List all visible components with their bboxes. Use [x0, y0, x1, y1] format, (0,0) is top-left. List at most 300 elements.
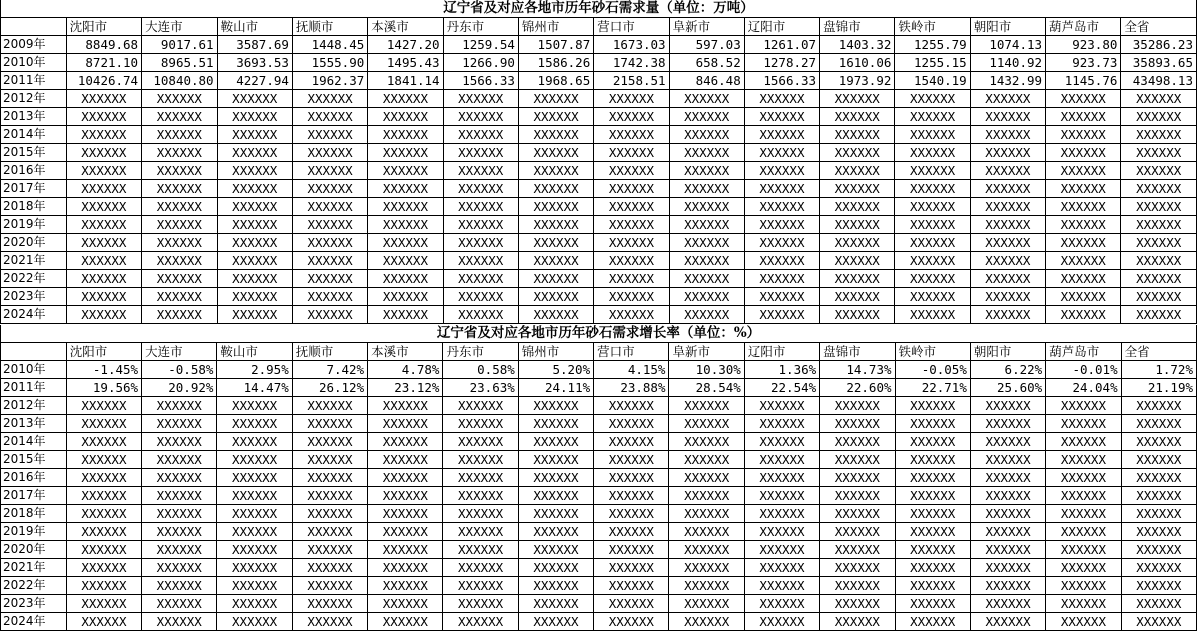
- data-cell[interactable]: 1259.54: [443, 36, 518, 54]
- data-cell[interactable]: XXXXXX: [443, 577, 518, 595]
- data-cell[interactable]: XXXXXX: [292, 216, 367, 234]
- data-cell[interactable]: 4.78%: [368, 361, 443, 379]
- data-cell[interactable]: XXXXXX: [1121, 415, 1196, 433]
- data-cell[interactable]: 0.58%: [443, 361, 518, 379]
- data-cell[interactable]: 1610.06: [820, 54, 895, 72]
- data-cell[interactable]: 1673.03: [594, 36, 669, 54]
- data-cell[interactable]: XXXXXX: [594, 216, 669, 234]
- corner-cell[interactable]: [1, 18, 67, 36]
- data-cell[interactable]: 22.54%: [744, 379, 819, 397]
- data-cell[interactable]: XXXXXX: [820, 613, 895, 631]
- data-cell[interactable]: XXXXXX: [820, 487, 895, 505]
- data-cell[interactable]: XXXXXX: [217, 90, 292, 108]
- data-cell[interactable]: XXXXXX: [518, 469, 593, 487]
- data-cell[interactable]: XXXXXX: [66, 613, 141, 631]
- data-cell[interactable]: 1586.26: [518, 54, 593, 72]
- data-cell[interactable]: XXXXXX: [66, 595, 141, 613]
- data-cell[interactable]: XXXXXX: [518, 505, 593, 523]
- data-cell[interactable]: XXXXXX: [142, 270, 218, 288]
- data-cell[interactable]: XXXXXX: [292, 505, 367, 523]
- column-header[interactable]: 本溪市: [368, 343, 443, 361]
- data-cell[interactable]: 25.60%: [970, 379, 1045, 397]
- data-cell[interactable]: XXXXXX: [820, 234, 895, 252]
- data-cell[interactable]: XXXXXX: [142, 433, 217, 451]
- column-header[interactable]: 朝阳市: [970, 18, 1045, 36]
- data-cell[interactable]: XXXXXX: [895, 270, 970, 288]
- data-cell[interactable]: XXXXXX: [594, 252, 669, 270]
- data-cell[interactable]: XXXXXX: [895, 306, 970, 324]
- data-cell[interactable]: XXXXXX: [1046, 306, 1121, 324]
- data-cell[interactable]: XXXXXX: [443, 252, 518, 270]
- data-cell[interactable]: XXXXXX: [594, 306, 669, 324]
- data-cell[interactable]: XXXXXX: [820, 306, 895, 324]
- data-cell[interactable]: 1495.43: [368, 54, 443, 72]
- data-cell[interactable]: XXXXXX: [217, 198, 292, 216]
- year-cell[interactable]: 2015年: [1, 144, 67, 162]
- data-cell[interactable]: XXXXXX: [142, 577, 217, 595]
- data-cell[interactable]: XXXXXX: [1121, 252, 1197, 270]
- data-cell[interactable]: XXXXXX: [1046, 415, 1121, 433]
- year-cell[interactable]: 2017年: [1, 487, 67, 505]
- data-cell[interactable]: XXXXXX: [518, 613, 593, 631]
- data-cell[interactable]: XXXXXX: [217, 216, 292, 234]
- data-cell[interactable]: XXXXXX: [518, 90, 593, 108]
- data-cell[interactable]: 20.92%: [142, 379, 217, 397]
- data-cell[interactable]: XXXXXX: [1046, 487, 1121, 505]
- data-cell[interactable]: XXXXXX: [368, 487, 443, 505]
- data-cell[interactable]: XXXXXX: [744, 252, 819, 270]
- data-cell[interactable]: XXXXXX: [66, 108, 142, 126]
- data-cell[interactable]: XXXXXX: [895, 613, 970, 631]
- data-cell[interactable]: XXXXXX: [217, 234, 292, 252]
- data-cell[interactable]: XXXXXX: [744, 613, 819, 631]
- data-cell[interactable]: XXXXXX: [292, 162, 367, 180]
- data-cell[interactable]: XXXXXX: [217, 469, 292, 487]
- data-cell[interactable]: XXXXXX: [669, 144, 744, 162]
- data-cell[interactable]: XXXXXX: [1046, 162, 1121, 180]
- year-cell[interactable]: 2023年: [1, 288, 67, 306]
- data-cell[interactable]: XXXXXX: [443, 90, 518, 108]
- data-cell[interactable]: XXXXXX: [1046, 234, 1121, 252]
- data-cell[interactable]: XXXXXX: [66, 144, 142, 162]
- data-cell[interactable]: XXXXXX: [1121, 433, 1196, 451]
- data-cell[interactable]: XXXXXX: [744, 523, 819, 541]
- data-cell[interactable]: XXXXXX: [820, 90, 895, 108]
- data-cell[interactable]: XXXXXX: [1121, 90, 1197, 108]
- data-cell[interactable]: XXXXXX: [594, 90, 669, 108]
- data-cell[interactable]: XXXXXX: [820, 180, 895, 198]
- data-cell[interactable]: XXXXXX: [1121, 487, 1196, 505]
- year-cell[interactable]: 2024年: [1, 613, 67, 631]
- column-header[interactable]: 阜新市: [669, 18, 744, 36]
- data-cell[interactable]: XXXXXX: [368, 90, 443, 108]
- data-cell[interactable]: 846.48: [669, 72, 744, 90]
- data-cell[interactable]: XXXXXX: [970, 523, 1045, 541]
- data-cell[interactable]: XXXXXX: [368, 108, 443, 126]
- data-cell[interactable]: 1973.92: [820, 72, 895, 90]
- data-cell[interactable]: XXXXXX: [669, 559, 744, 577]
- data-cell[interactable]: XXXXXX: [669, 90, 744, 108]
- data-cell[interactable]: XXXXXX: [292, 451, 367, 469]
- data-cell[interactable]: XXXXXX: [594, 180, 669, 198]
- data-cell[interactable]: XXXXXX: [1046, 126, 1121, 144]
- table-title[interactable]: 辽宁省及对应各地市历年砂石需求增长率（单位：%）: [1, 325, 1197, 343]
- data-cell[interactable]: XXXXXX: [1046, 90, 1121, 108]
- data-cell[interactable]: 1968.65: [518, 72, 593, 90]
- data-cell[interactable]: XXXXXX: [669, 505, 744, 523]
- data-cell[interactable]: XXXXXX: [744, 433, 819, 451]
- data-cell[interactable]: XXXXXX: [217, 126, 292, 144]
- data-cell[interactable]: XXXXXX: [368, 577, 443, 595]
- data-cell[interactable]: XXXXXX: [142, 198, 218, 216]
- data-cell[interactable]: XXXXXX: [66, 306, 142, 324]
- data-cell[interactable]: XXXXXX: [1121, 505, 1196, 523]
- data-cell[interactable]: XXXXXX: [1046, 613, 1121, 631]
- column-header[interactable]: 铁岭市: [895, 343, 970, 361]
- data-cell[interactable]: XXXXXX: [443, 216, 518, 234]
- data-cell[interactable]: XXXXXX: [744, 162, 819, 180]
- data-cell[interactable]: 1432.99: [970, 72, 1045, 90]
- data-cell[interactable]: XXXXXX: [970, 108, 1045, 126]
- data-cell[interactable]: XXXXXX: [820, 523, 895, 541]
- data-cell[interactable]: XXXXXX: [1121, 541, 1196, 559]
- data-cell[interactable]: 24.04%: [1046, 379, 1121, 397]
- data-cell[interactable]: XXXXXX: [292, 397, 367, 415]
- data-cell[interactable]: XXXXXX: [518, 162, 593, 180]
- column-header[interactable]: 锦州市: [518, 18, 593, 36]
- data-cell[interactable]: XXXXXX: [292, 198, 367, 216]
- data-cell[interactable]: XXXXXX: [820, 541, 895, 559]
- column-header[interactable]: 本溪市: [368, 18, 443, 36]
- data-cell[interactable]: XXXXXX: [669, 180, 744, 198]
- data-cell[interactable]: XXXXXX: [368, 270, 443, 288]
- data-cell[interactable]: XXXXXX: [217, 595, 292, 613]
- data-cell[interactable]: 14.47%: [217, 379, 292, 397]
- data-cell[interactable]: XXXXXX: [1046, 577, 1121, 595]
- data-cell[interactable]: 1255.15: [895, 54, 970, 72]
- data-cell[interactable]: XXXXXX: [518, 415, 593, 433]
- data-cell[interactable]: XXXXXX: [895, 252, 970, 270]
- data-cell[interactable]: XXXXXX: [443, 595, 518, 613]
- data-cell[interactable]: XXXXXX: [669, 469, 744, 487]
- data-cell[interactable]: XXXXXX: [895, 90, 970, 108]
- data-cell[interactable]: 1566.33: [443, 72, 518, 90]
- data-cell[interactable]: 7.42%: [292, 361, 367, 379]
- data-cell[interactable]: XXXXXX: [443, 198, 518, 216]
- data-cell[interactable]: XXXXXX: [66, 469, 141, 487]
- data-cell[interactable]: XXXXXX: [368, 469, 443, 487]
- data-cell[interactable]: 1540.19: [895, 72, 970, 90]
- data-cell[interactable]: 10840.80: [142, 72, 218, 90]
- data-cell[interactable]: XXXXXX: [669, 252, 744, 270]
- data-cell[interactable]: XXXXXX: [142, 252, 218, 270]
- data-cell[interactable]: XXXXXX: [518, 559, 593, 577]
- data-cell[interactable]: XXXXXX: [142, 505, 217, 523]
- data-cell[interactable]: XXXXXX: [217, 252, 292, 270]
- data-cell[interactable]: XXXXXX: [66, 90, 142, 108]
- data-cell[interactable]: XXXXXX: [594, 487, 669, 505]
- data-cell[interactable]: 3587.69: [217, 36, 292, 54]
- data-cell[interactable]: XXXXXX: [142, 415, 217, 433]
- data-cell[interactable]: 1.72%: [1121, 361, 1196, 379]
- data-cell[interactable]: XXXXXX: [217, 487, 292, 505]
- data-cell[interactable]: 658.52: [669, 54, 744, 72]
- data-cell[interactable]: 9017.61: [142, 36, 218, 54]
- data-cell[interactable]: XXXXXX: [518, 180, 593, 198]
- data-cell[interactable]: XXXXXX: [217, 180, 292, 198]
- data-cell[interactable]: XXXXXX: [744, 397, 819, 415]
- data-cell[interactable]: XXXXXX: [594, 595, 669, 613]
- data-cell[interactable]: XXXXXX: [368, 180, 443, 198]
- data-cell[interactable]: 22.60%: [820, 379, 895, 397]
- data-cell[interactable]: XXXXXX: [594, 234, 669, 252]
- data-cell[interactable]: XXXXXX: [895, 126, 970, 144]
- column-header[interactable]: 盘锦市: [820, 18, 895, 36]
- data-cell[interactable]: XXXXXX: [970, 234, 1045, 252]
- column-header[interactable]: 大连市: [142, 18, 218, 36]
- data-cell[interactable]: 35286.23: [1121, 36, 1197, 54]
- data-cell[interactable]: XXXXXX: [518, 270, 593, 288]
- data-cell[interactable]: XXXXXX: [895, 415, 970, 433]
- data-cell[interactable]: XXXXXX: [669, 595, 744, 613]
- data-cell[interactable]: XXXXXX: [368, 433, 443, 451]
- data-cell[interactable]: XXXXXX: [66, 415, 141, 433]
- data-cell[interactable]: XXXXXX: [669, 108, 744, 126]
- table-title[interactable]: 辽宁省及对应各地市历年砂石需求量（单位：万吨）: [1, 0, 1197, 18]
- year-cell[interactable]: 2019年: [1, 523, 67, 541]
- data-cell[interactable]: XXXXXX: [1046, 108, 1121, 126]
- data-cell[interactable]: XXXXXX: [443, 180, 518, 198]
- data-cell[interactable]: XXXXXX: [443, 469, 518, 487]
- data-cell[interactable]: XXXXXX: [895, 288, 970, 306]
- data-cell[interactable]: XXXXXX: [744, 234, 819, 252]
- data-cell[interactable]: XXXXXX: [1046, 397, 1121, 415]
- data-cell[interactable]: XXXXXX: [744, 451, 819, 469]
- data-cell[interactable]: 1555.90: [292, 54, 367, 72]
- data-cell[interactable]: XXXXXX: [518, 397, 593, 415]
- data-cell[interactable]: XXXXXX: [970, 126, 1045, 144]
- data-cell[interactable]: XXXXXX: [368, 288, 443, 306]
- data-cell[interactable]: XXXXXX: [217, 505, 292, 523]
- year-cell[interactable]: 2010年: [1, 54, 67, 72]
- data-cell[interactable]: 1261.07: [744, 36, 819, 54]
- data-cell[interactable]: XXXXXX: [744, 505, 819, 523]
- data-cell[interactable]: 1841.14: [368, 72, 443, 90]
- data-cell[interactable]: XXXXXX: [669, 162, 744, 180]
- data-cell[interactable]: 23.12%: [368, 379, 443, 397]
- data-cell[interactable]: XXXXXX: [744, 415, 819, 433]
- year-cell[interactable]: 2016年: [1, 469, 67, 487]
- data-cell[interactable]: XXXXXX: [669, 126, 744, 144]
- data-cell[interactable]: XXXXXX: [518, 451, 593, 469]
- data-cell[interactable]: XXXXXX: [895, 595, 970, 613]
- data-cell[interactable]: XXXXXX: [292, 306, 367, 324]
- year-cell[interactable]: 2023年: [1, 595, 67, 613]
- column-header[interactable]: 营口市: [594, 343, 669, 361]
- data-cell[interactable]: XXXXXX: [443, 523, 518, 541]
- data-cell[interactable]: 1962.37: [292, 72, 367, 90]
- data-cell[interactable]: XXXXXX: [518, 541, 593, 559]
- year-cell[interactable]: 2018年: [1, 505, 67, 523]
- data-cell[interactable]: XXXXXX: [368, 234, 443, 252]
- column-header[interactable]: 锦州市: [518, 343, 593, 361]
- column-header[interactable]: 全省: [1121, 343, 1196, 361]
- data-cell[interactable]: XXXXXX: [895, 451, 970, 469]
- data-cell[interactable]: XXXXXX: [368, 306, 443, 324]
- data-cell[interactable]: XXXXXX: [1121, 126, 1197, 144]
- data-cell[interactable]: XXXXXX: [292, 288, 367, 306]
- data-cell[interactable]: 35893.65: [1121, 54, 1197, 72]
- data-cell[interactable]: XXXXXX: [970, 433, 1045, 451]
- data-cell[interactable]: 1448.45: [292, 36, 367, 54]
- data-cell[interactable]: -0.01%: [1046, 361, 1121, 379]
- data-cell[interactable]: XXXXXX: [1121, 306, 1197, 324]
- data-cell[interactable]: XXXXXX: [744, 90, 819, 108]
- data-cell[interactable]: XXXXXX: [895, 397, 970, 415]
- data-cell[interactable]: XXXXXX: [142, 487, 217, 505]
- data-cell[interactable]: XXXXXX: [142, 559, 217, 577]
- data-cell[interactable]: XXXXXX: [518, 288, 593, 306]
- data-cell[interactable]: XXXXXX: [1046, 433, 1121, 451]
- data-cell[interactable]: XXXXXX: [292, 595, 367, 613]
- data-cell[interactable]: XXXXXX: [744, 559, 819, 577]
- data-cell[interactable]: XXXXXX: [518, 577, 593, 595]
- data-cell[interactable]: 1.36%: [744, 361, 819, 379]
- column-header[interactable]: 葫芦岛市: [1046, 343, 1121, 361]
- data-cell[interactable]: XXXXXX: [970, 577, 1045, 595]
- data-cell[interactable]: XXXXXX: [142, 595, 217, 613]
- data-cell[interactable]: XXXXXX: [443, 541, 518, 559]
- data-cell[interactable]: XXXXXX: [518, 595, 593, 613]
- data-cell[interactable]: XXXXXX: [142, 90, 218, 108]
- data-cell[interactable]: XXXXXX: [66, 126, 142, 144]
- data-cell[interactable]: XXXXXX: [970, 180, 1045, 198]
- data-cell[interactable]: 8721.10: [66, 54, 142, 72]
- data-cell[interactable]: XXXXXX: [217, 613, 292, 631]
- data-cell[interactable]: XXXXXX: [443, 144, 518, 162]
- data-cell[interactable]: XXXXXX: [594, 541, 669, 559]
- data-cell[interactable]: XXXXXX: [292, 415, 367, 433]
- data-cell[interactable]: 1403.32: [820, 36, 895, 54]
- data-cell[interactable]: XXXXXX: [594, 469, 669, 487]
- data-cell[interactable]: XXXXXX: [744, 270, 819, 288]
- data-cell[interactable]: XXXXXX: [292, 252, 367, 270]
- data-cell[interactable]: XXXXXX: [970, 270, 1045, 288]
- data-cell[interactable]: XXXXXX: [970, 451, 1045, 469]
- data-cell[interactable]: -0.58%: [142, 361, 217, 379]
- data-cell[interactable]: XXXXXX: [1121, 216, 1197, 234]
- data-cell[interactable]: XXXXXX: [368, 523, 443, 541]
- data-cell[interactable]: XXXXXX: [443, 108, 518, 126]
- data-cell[interactable]: XXXXXX: [1046, 180, 1121, 198]
- data-cell[interactable]: XXXXXX: [594, 523, 669, 541]
- data-cell[interactable]: XXXXXX: [217, 162, 292, 180]
- data-cell[interactable]: XXXXXX: [820, 198, 895, 216]
- column-header[interactable]: 丹东市: [443, 18, 518, 36]
- data-cell[interactable]: XXXXXX: [518, 306, 593, 324]
- column-header[interactable]: 鞍山市: [217, 18, 292, 36]
- data-cell[interactable]: XXXXXX: [443, 559, 518, 577]
- data-cell[interactable]: XXXXXX: [744, 216, 819, 234]
- data-cell[interactable]: XXXXXX: [594, 270, 669, 288]
- column-header[interactable]: 铁岭市: [895, 18, 970, 36]
- data-cell[interactable]: XXXXXX: [744, 487, 819, 505]
- data-cell[interactable]: XXXXXX: [669, 270, 744, 288]
- data-cell[interactable]: XXXXXX: [66, 541, 141, 559]
- data-cell[interactable]: XXXXXX: [820, 505, 895, 523]
- year-cell[interactable]: 2011年: [1, 379, 67, 397]
- data-cell[interactable]: XXXXXX: [669, 523, 744, 541]
- data-cell[interactable]: 1074.13: [970, 36, 1045, 54]
- data-cell[interactable]: XXXXXX: [142, 523, 217, 541]
- data-cell[interactable]: XXXXXX: [142, 180, 218, 198]
- data-cell[interactable]: XXXXXX: [970, 505, 1045, 523]
- data-cell[interactable]: XXXXXX: [443, 126, 518, 144]
- data-cell[interactable]: 10426.74: [66, 72, 142, 90]
- data-cell[interactable]: XXXXXX: [594, 288, 669, 306]
- data-cell[interactable]: XXXXXX: [669, 415, 744, 433]
- data-cell[interactable]: XXXXXX: [142, 162, 218, 180]
- data-cell[interactable]: XXXXXX: [970, 397, 1045, 415]
- data-cell[interactable]: XXXXXX: [443, 234, 518, 252]
- data-cell[interactable]: 21.19%: [1121, 379, 1196, 397]
- data-cell[interactable]: XXXXXX: [142, 613, 217, 631]
- data-cell[interactable]: XXXXXX: [669, 216, 744, 234]
- data-cell[interactable]: XXXXXX: [895, 162, 970, 180]
- data-cell[interactable]: XXXXXX: [66, 270, 142, 288]
- year-cell[interactable]: 2009年: [1, 36, 67, 54]
- data-cell[interactable]: XXXXXX: [518, 216, 593, 234]
- year-cell[interactable]: 2011年: [1, 72, 67, 90]
- data-cell[interactable]: XXXXXX: [142, 306, 218, 324]
- data-cell[interactable]: XXXXXX: [669, 433, 744, 451]
- data-cell[interactable]: XXXXXX: [970, 541, 1045, 559]
- data-cell[interactable]: XXXXXX: [368, 397, 443, 415]
- data-cell[interactable]: XXXXXX: [1121, 451, 1196, 469]
- data-cell[interactable]: XXXXXX: [669, 198, 744, 216]
- data-cell[interactable]: XXXXXX: [217, 397, 292, 415]
- data-cell[interactable]: XXXXXX: [217, 523, 292, 541]
- data-cell[interactable]: XXXXXX: [66, 505, 141, 523]
- data-cell[interactable]: XXXXXX: [895, 144, 970, 162]
- data-cell[interactable]: XXXXXX: [217, 288, 292, 306]
- data-cell[interactable]: XXXXXX: [292, 270, 367, 288]
- year-cell[interactable]: 2010年: [1, 361, 67, 379]
- data-cell[interactable]: XXXXXX: [970, 306, 1045, 324]
- year-cell[interactable]: 2022年: [1, 577, 67, 595]
- data-cell[interactable]: XXXXXX: [1121, 523, 1196, 541]
- data-cell[interactable]: XXXXXX: [292, 180, 367, 198]
- data-cell[interactable]: XXXXXX: [970, 559, 1045, 577]
- year-cell[interactable]: 2022年: [1, 270, 67, 288]
- data-cell[interactable]: XXXXXX: [518, 126, 593, 144]
- data-cell[interactable]: XXXXXX: [1046, 451, 1121, 469]
- data-cell[interactable]: XXXXXX: [443, 397, 518, 415]
- data-cell[interactable]: XXXXXX: [292, 108, 367, 126]
- data-cell[interactable]: XXXXXX: [217, 306, 292, 324]
- data-cell[interactable]: 14.73%: [820, 361, 895, 379]
- column-header[interactable]: 鞍山市: [217, 343, 292, 361]
- data-cell[interactable]: 23.63%: [443, 379, 518, 397]
- data-cell[interactable]: XXXXXX: [66, 523, 141, 541]
- data-cell[interactable]: 8965.51: [142, 54, 218, 72]
- data-cell[interactable]: 22.71%: [895, 379, 970, 397]
- year-cell[interactable]: 2014年: [1, 126, 67, 144]
- data-cell[interactable]: XXXXXX: [368, 559, 443, 577]
- data-cell[interactable]: XXXXXX: [744, 126, 819, 144]
- data-cell[interactable]: XXXXXX: [292, 126, 367, 144]
- data-cell[interactable]: XXXXXX: [66, 162, 142, 180]
